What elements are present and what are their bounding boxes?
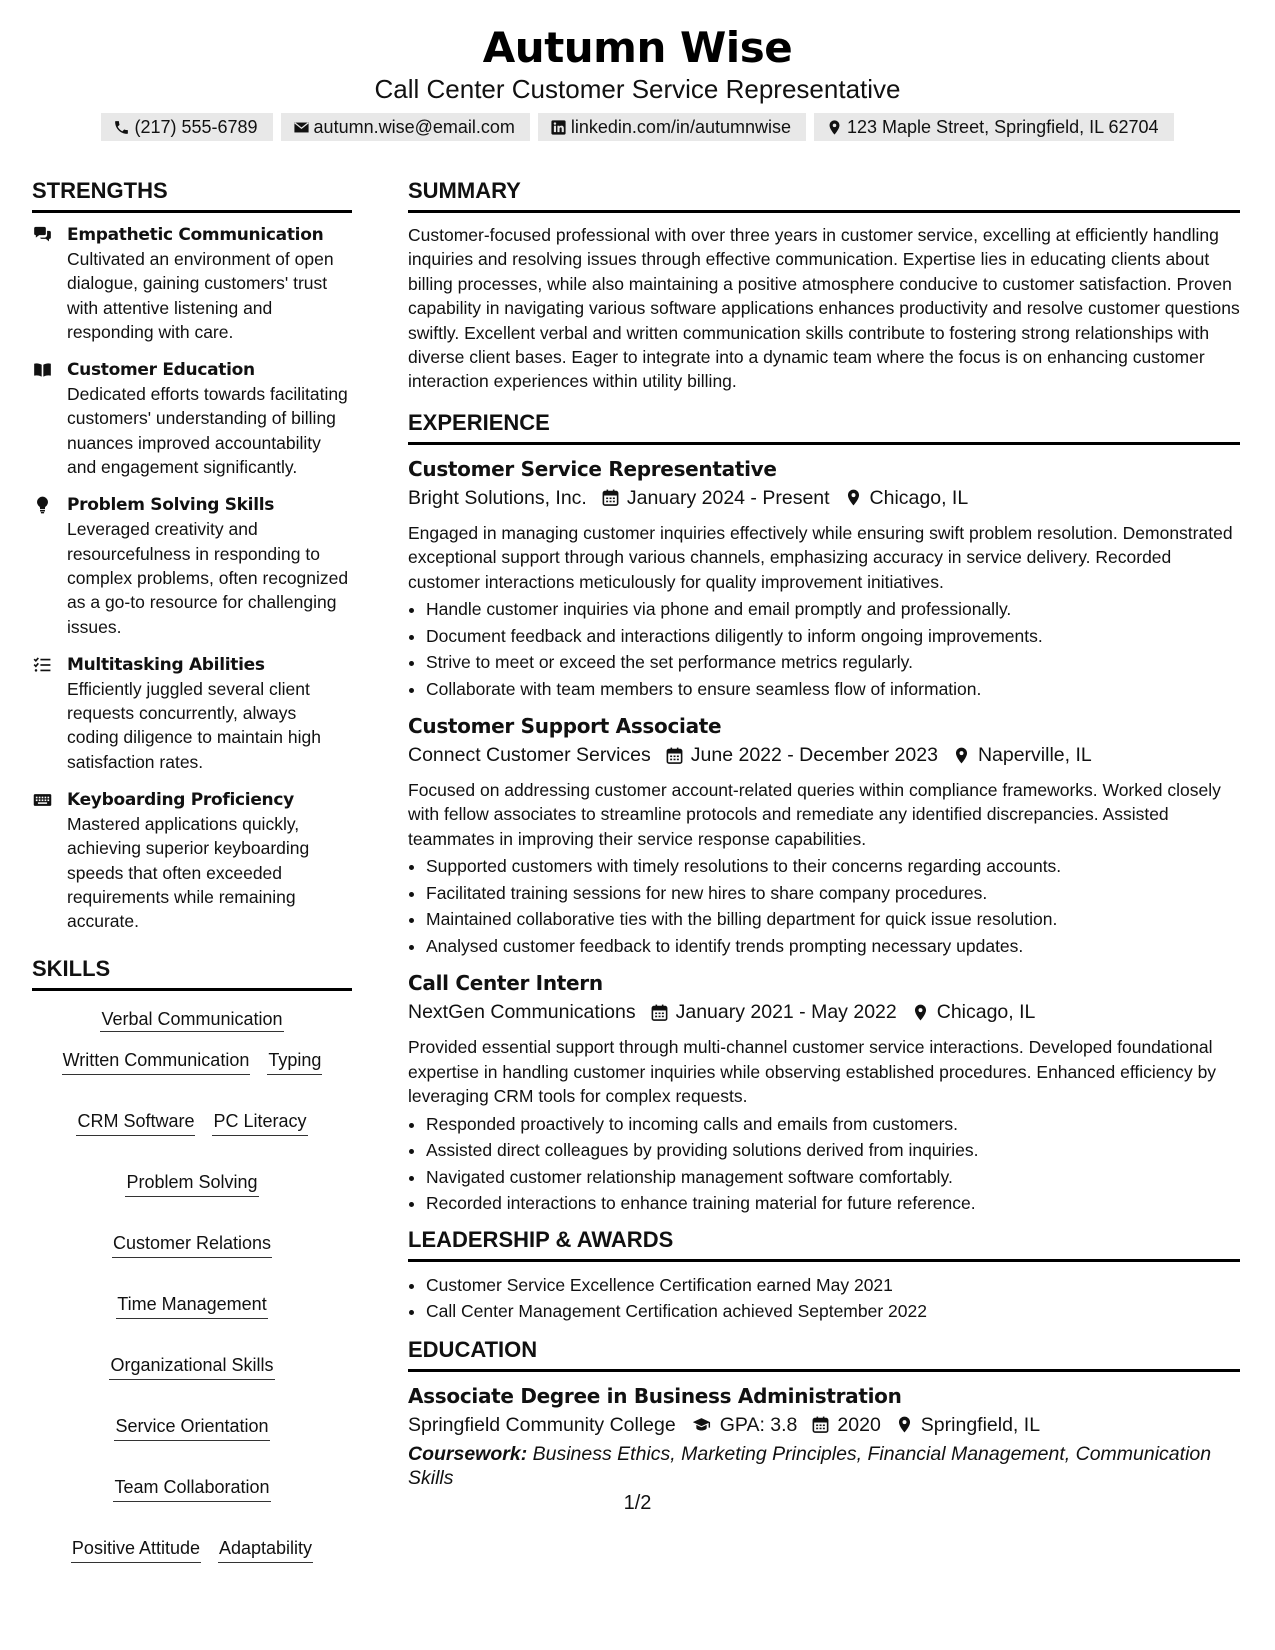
strength-title: Multitasking Abilities	[67, 654, 265, 675]
envelope-icon	[293, 119, 310, 136]
skill-tag: PC Literacy	[212, 1109, 307, 1136]
job-entry	[408, 969, 1240, 1216]
right-column	[408, 178, 1240, 1490]
skill-tag: Service Orientation	[114, 1414, 269, 1441]
candidate-role: Call Center Customer Service Representative	[374, 74, 901, 104]
job-bullet: • Maintained collaborative ties with the billing department for quick issue resolution.	[426, 906, 1240, 933]
job-bullets	[408, 1111, 1240, 1217]
job-bullets	[408, 853, 1240, 959]
job-bullet: • Collaborate with team members to ensure seamless flow of information.	[426, 676, 1240, 703]
page-number: 1/2	[623, 1492, 652, 1514]
strength-desc: Efficiently juggled several client requests concurrently, always coding diligence to maintain high satisfaction rates.	[67, 678, 321, 772]
strength-desc: Dedicated efforts towards facilitating customers' understanding of billing nuances improved accountability and engagement significantly.	[67, 384, 348, 478]
strength-title: Problem Solving Skills	[67, 495, 275, 516]
job-title: Customer Support Associate	[408, 714, 722, 739]
education-meta	[408, 1410, 1240, 1440]
resume-header	[0, 20, 1275, 141]
awards-list	[408, 1272, 1240, 1325]
linkedin-text: linkedin.com/in/autumnwise	[570, 117, 791, 137]
strength-title: Keyboarding Proficiency	[67, 790, 294, 811]
skills-list	[32, 1007, 352, 1563]
candidate-name: Autumn Wise	[482, 23, 793, 72]
job-location: Naperville, IL	[977, 744, 1092, 767]
map-pin-icon	[911, 1003, 930, 1022]
skills-heading: SKILLS	[32, 956, 352, 991]
strength-item	[32, 653, 352, 774]
strength-item	[32, 358, 352, 479]
job-bullet: • Recorded interactions to enhance training material for future reference.	[426, 1190, 1240, 1217]
contact-linkedin	[538, 113, 806, 141]
job-bullet: • Responded proactively to incoming calls and emails from customers.	[426, 1111, 1240, 1138]
graduation-cap-icon	[690, 1415, 713, 1434]
job-entry	[408, 455, 1240, 702]
job-location: Chicago, IL	[869, 486, 969, 509]
strength-title: Customer Education	[67, 360, 255, 381]
skill-tag: Positive Attitude	[71, 1536, 201, 1563]
left-column	[32, 178, 352, 1563]
strength-item	[32, 493, 352, 638]
skill-tag: CRM Software	[76, 1109, 195, 1136]
job-bullet: • Assisted direct colleagues by providing solutions derived from inquiries.	[426, 1137, 1240, 1164]
job-title: Customer Service Representative	[408, 456, 777, 481]
coursework-label: Coursework:	[408, 1442, 528, 1465]
job-description: Provided essential support through multi-channel customer service interactions. Developed foundational expertise in handling customer inquiries while observing established procedures. Enhanced efficiency by leveraging CRM tools for complex requests.	[408, 1037, 1217, 1107]
skill-tag: Time Management	[116, 1292, 267, 1319]
calendar-icon	[811, 1415, 830, 1434]
skill-tag: Adaptability	[218, 1536, 313, 1563]
job-location: Chicago, IL	[936, 1001, 1036, 1024]
map-pin-icon	[844, 488, 863, 507]
skill-row	[36, 1007, 348, 1031]
skill-tag: Typing	[267, 1048, 322, 1075]
keyboard-icon	[32, 790, 53, 810]
map-pin-icon	[826, 119, 843, 136]
address-text: 123 Maple Street, Springfield, IL 62704	[847, 117, 1159, 137]
linkedin-icon	[550, 119, 567, 136]
strengths-heading: STRENGTHS	[32, 178, 352, 213]
job-company: Bright Solutions, Inc.	[408, 486, 587, 509]
summary-text: Customer-focused professional with over three years in customer service, excelling at efficiently handling inquiries and resolving issues through effective communication. Expertise lies in educating clients about billing processes, while also maintaining a positive atmosphere conducive to customer satisfaction. Proven capability in navigating various software applications enhances productivity and resolve customer questions swiftly. Excellent verbal and written communication skills contribute to fostering strong relationships with diverse client bases. Eager to integrate into a dynamic team where the focus is on enhancing customer interaction experiences within utility billing.	[408, 225, 1240, 392]
job-company: Connect Customer Services	[408, 744, 651, 767]
job-bullet: • Strive to meet or exceed the set performance metrics regularly.	[426, 649, 1240, 676]
phone-text: (217) 555-6789	[134, 117, 258, 137]
job-bullets	[408, 596, 1240, 702]
comments-icon	[32, 225, 53, 245]
lightbulb-icon	[32, 495, 53, 515]
job-bullet: • Analysed customer feedback to identify trends prompting necessary updates.	[426, 933, 1240, 960]
strength-desc: Mastered applications quickly, achieving superior keyboarding speeds that often exceeded requirements while remaining accurate.	[67, 814, 310, 932]
contact-address	[814, 113, 1174, 141]
job-bullet: • Navigated customer relationship management software comfortably.	[426, 1164, 1240, 1191]
job-bullet: • Document feedback and interactions diligently to inform ongoing improvements.	[426, 623, 1240, 650]
skill-tag: Organizational Skills	[109, 1353, 274, 1380]
strength-desc: Cultivated an environment of open dialogue, gaining customers' trust with attentive listening and responding with care.	[67, 249, 334, 342]
job-company: NextGen Communications	[408, 1001, 636, 1024]
job-dates: January 2021 - May 2022	[675, 1001, 897, 1024]
strength-item	[32, 788, 352, 933]
experience-heading: EXPERIENCE	[408, 410, 1240, 445]
job-meta	[408, 997, 1240, 1027]
education-heading: EDUCATION	[408, 1337, 1240, 1372]
map-pin-icon	[952, 746, 971, 765]
skill-tag: Team Collaboration	[113, 1475, 270, 1502]
phone-icon	[113, 119, 130, 136]
job-entry	[408, 712, 1240, 959]
job-bullet: • Supported customers with timely resolutions to their concerns regarding accounts.	[426, 853, 1240, 880]
school-name: Springfield Community College	[408, 1413, 676, 1436]
job-description: Focused on addressing customer account-related queries within compliance frameworks. Worked closely with fellow associates to streamline protocols and remediate any identified discrepancies. Assisted teammates in improving their service response capabilities.	[408, 780, 1221, 849]
summary-heading: SUMMARY	[408, 178, 1240, 213]
coursework-list: Business Ethics, Marketing Principles, Financial Management, Communication Skills	[408, 1442, 1212, 1489]
job-description: Engaged in managing customer inquiries effectively while ensuring swift problem resolution. Demonstrated exceptional support through various channels, emphasizing accuracy in service delivery. Recorded customer interactions meticulously for quality improvement initiatives.	[408, 522, 1233, 592]
award-item: • Call Center Management Certification achieved September 2022	[426, 1298, 1240, 1325]
skill-tag: Written Communication	[62, 1048, 251, 1075]
contact-bar	[0, 113, 1275, 141]
job-meta	[408, 483, 1240, 513]
checklist-icon	[32, 655, 53, 675]
email-text: autumn.wise@email.com	[313, 117, 515, 137]
book-icon	[32, 360, 53, 380]
calendar-icon	[601, 488, 620, 507]
awards-heading: LEADERSHIP & AWARDS	[408, 1227, 1240, 1262]
skill-tag: Problem Solving	[125, 1170, 258, 1197]
contact-phone	[101, 113, 272, 141]
strength-item	[32, 223, 352, 344]
award-item: • Customer Service Excellence Certification earned May 2021	[426, 1272, 1240, 1299]
strength-desc: Leveraged creativity and resourcefulness in responding to complex problems, often recognized as a go-to resource for challenging issues.	[67, 519, 349, 637]
job-dates: June 2022 - December 2023	[690, 744, 938, 767]
job-bullet: • Facilitated training sessions for new hires to share company procedures.	[426, 880, 1240, 907]
coursework	[408, 1442, 1240, 1490]
degree-title: Associate Degree in Business Administration	[408, 1383, 902, 1408]
school-location: Springfield, IL	[920, 1413, 1041, 1436]
skill-tag: Verbal Communication	[100, 1009, 283, 1032]
graduation-year: 2020	[837, 1413, 881, 1436]
strength-title: Empathetic Communication	[67, 225, 324, 245]
job-dates: January 2024 - Present	[626, 486, 830, 509]
calendar-icon	[665, 746, 684, 765]
skill-tag: Customer Relations	[112, 1231, 272, 1258]
map-pin-icon	[895, 1415, 914, 1434]
job-title: Call Center Intern	[408, 971, 603, 996]
gpa-text: GPA: 3.8	[719, 1413, 798, 1436]
calendar-icon	[650, 1003, 669, 1022]
contact-email	[281, 113, 530, 141]
job-bullet: • Handle customer inquiries via phone and email promptly and professionally.	[426, 596, 1240, 623]
job-meta	[408, 740, 1240, 770]
